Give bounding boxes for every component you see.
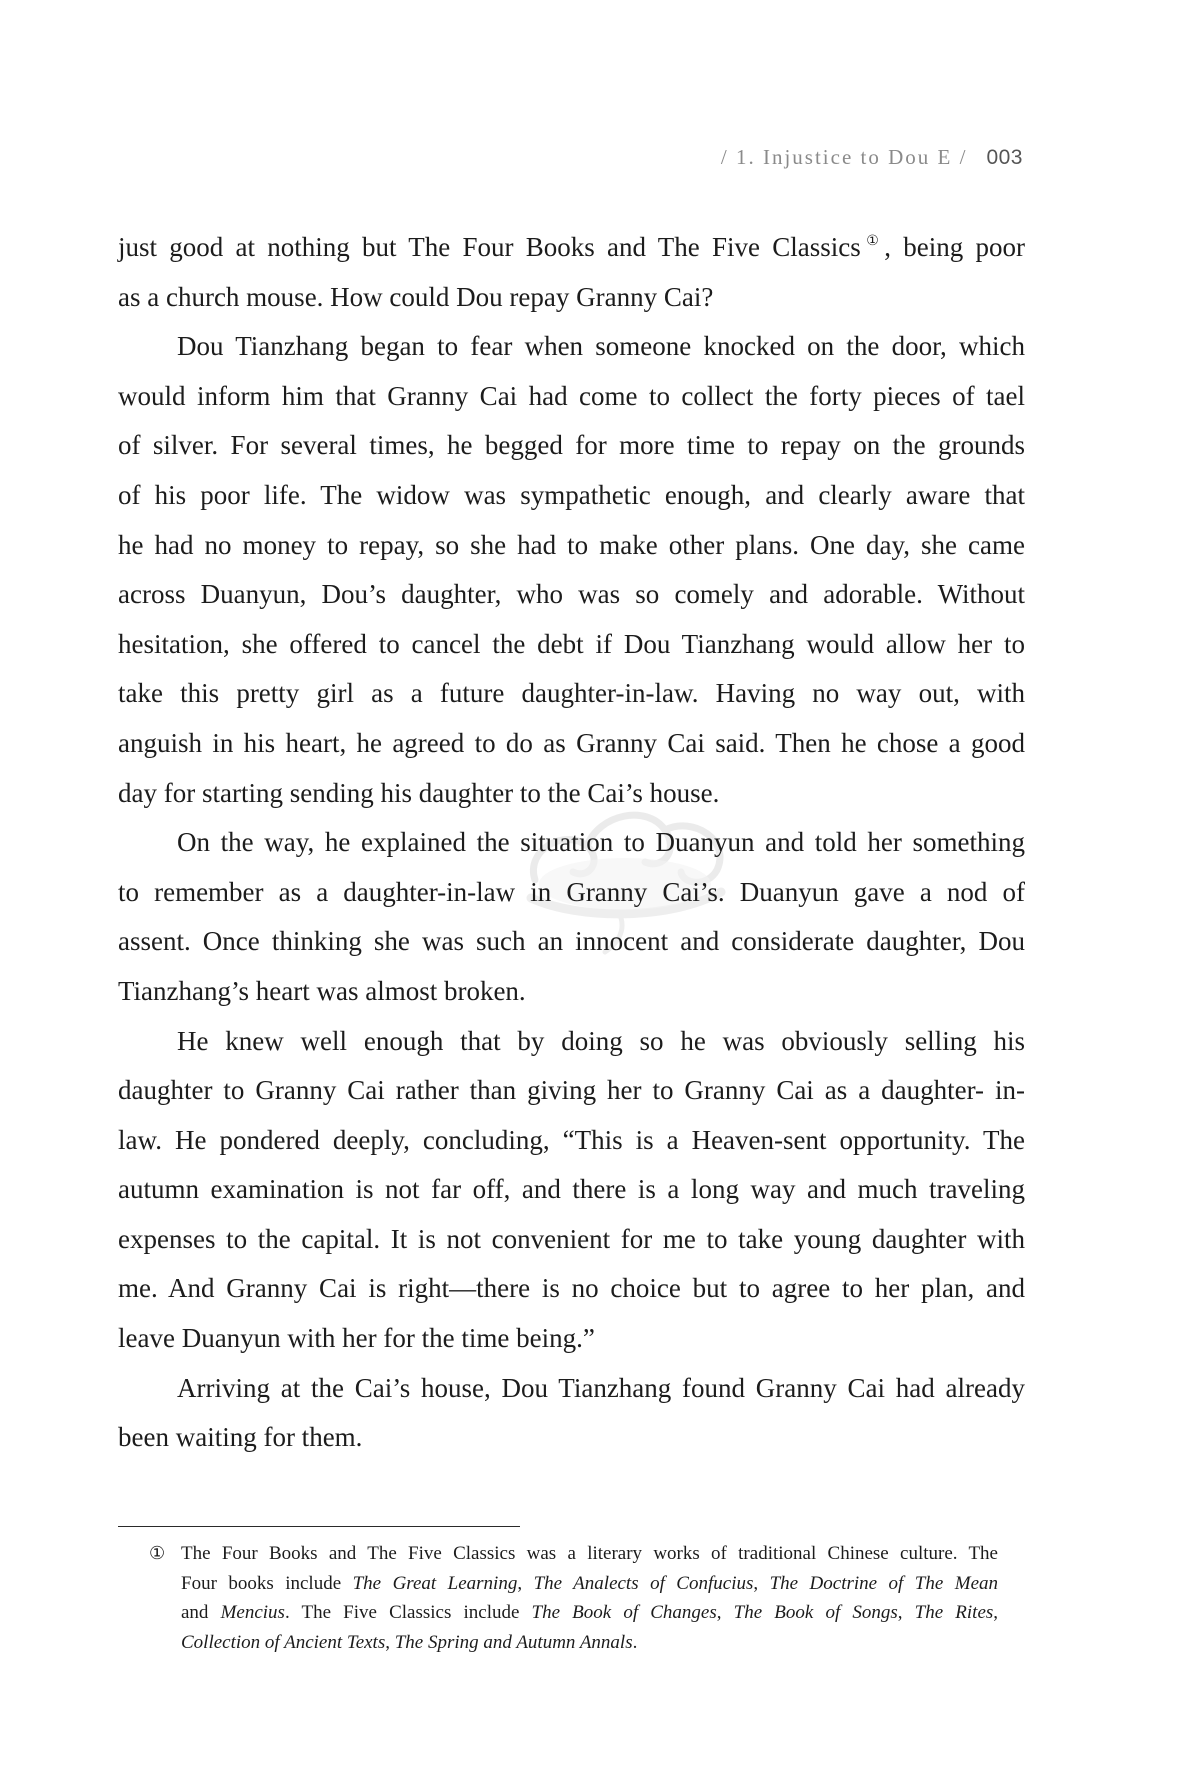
text-line: of silver. For several times, he begged for more time to repay on the grounds <box>118 430 1025 461</box>
italic-title: The Analects of Confucius <box>533 1572 754 1594</box>
text-line: expenses to the capital. It is not convenient for me to take young daughter with <box>118 1223 1025 1254</box>
text-segment: , <box>385 1632 395 1654</box>
text-line: day for starting sending his daughter to the Cai’s house. <box>118 777 720 808</box>
text-segment: , <box>517 1572 534 1594</box>
italic-title: The Book of Changes <box>531 1602 717 1624</box>
running-header <box>721 142 1023 172</box>
paragraph <box>118 223 1025 322</box>
text-segment: . <box>632 1632 638 1654</box>
italic-title: Mencius <box>220 1602 285 1624</box>
footnote-reference-mark: ① <box>860 233 885 249</box>
text-line: to remember as a daughter-in-law in Granny Cai’s. Duanyun gave a nod of <box>118 876 1025 907</box>
text-line: would inform him that Granny Cai had come to collect the forty pieces of tael <box>118 380 1025 411</box>
text-line: The Four Books and The Five Classics was a literary works of traditional Chinese culture. The <box>181 1543 998 1564</box>
text-segment: Four books include <box>181 1572 353 1594</box>
footnote-marker: ① <box>149 1543 166 1564</box>
text-line: He knew well enough that by doing so he was obviously selling his <box>177 1025 1025 1056</box>
italic-title: The Rites <box>914 1602 994 1624</box>
text-line <box>181 1598 998 1628</box>
text-line: take this pretty girl as a future daughter-in-law. Having no way out, with <box>118 678 1025 709</box>
text-segment: , <box>897 1602 915 1624</box>
text-line: autumn examination is not far off, and there is a long way and much traveling <box>118 1174 1025 1205</box>
text-line: leave Duanyun with her for the time being.” <box>118 1323 595 1354</box>
footnote-separator <box>118 1526 520 1527</box>
italic-title: Collection of Ancient Texts <box>181 1632 386 1654</box>
italic-title: The Spring and Autumn Annals <box>394 1632 633 1654</box>
text-line: assent. Once thinking she was such an innocent and considerate daughter, Dou <box>118 926 1025 957</box>
footnote <box>149 1539 998 1658</box>
text-line: Dou Tianzhang began to fear when someone knocked on the door, which <box>177 331 1025 362</box>
body-text <box>118 223 1025 1463</box>
text-line <box>118 223 1025 273</box>
text-line: On the way, he explained the situation to Duanyun and told her something <box>177 827 1025 858</box>
paragraph <box>118 818 1025 1016</box>
text-line: been waiting for them. <box>118 1422 363 1453</box>
italic-title: The Great Learning <box>352 1572 518 1594</box>
text-line: Tianzhang’s heart was almost broken. <box>118 975 526 1006</box>
text-line: he had no money to repay, so she had to make other plans. One day, she came <box>118 529 1025 560</box>
text-segment: . The Five Classics include <box>284 1602 532 1624</box>
text-segment: , <box>716 1602 734 1624</box>
text-line: Arriving at the Cai’s house, Dou Tianzhang found Granny Cai had already <box>177 1372 1025 1403</box>
text-segment: just good at nothing but The Four Books and The Five Classics <box>118 232 861 262</box>
text-line: law. He pondered deeply, concluding, “This is a Heaven-sent opportunity. The <box>118 1124 1025 1155</box>
text-segment: , being poor <box>884 232 1025 262</box>
text-line: of his poor life. The widow was sympathetic enough, and clearly aware that <box>118 479 1025 510</box>
italic-title: The Doctrine of The Mean <box>769 1572 999 1594</box>
text-line: across Duanyun, Dou’s daughter, who was so comely and adorable. Without <box>118 579 1025 610</box>
text-line <box>181 1569 998 1599</box>
paragraph <box>118 1017 1025 1364</box>
text-line <box>181 1628 998 1658</box>
text-line: hesitation, she offered to cancel the debt if Dou Tianzhang would allow her to <box>118 628 1025 659</box>
page-number: 003 <box>986 146 1023 169</box>
text-line: me. And Granny Cai is right—there is no choice but to agree to her plan, and <box>118 1273 1025 1304</box>
text-line: anguish in his heart, he agreed to do as Granny Cai said. Then he chose a good <box>118 727 1025 758</box>
running-title: / 1. Injustice to Dou E / <box>720 145 968 169</box>
paragraph <box>118 322 1025 818</box>
text-line: as a church mouse. How could Dou repay Granny Cai? <box>118 281 714 312</box>
paragraph <box>118 1364 1025 1463</box>
text-line: daughter to Granny Cai rather than giving her to Granny Cai as a daughter- in- <box>118 1075 1025 1106</box>
footnote-text <box>181 1539 998 1658</box>
text-segment: , <box>753 1572 770 1594</box>
italic-title: The Book of Songs <box>733 1602 898 1624</box>
text-segment: , <box>993 1602 999 1624</box>
text-segment: and <box>181 1602 221 1624</box>
